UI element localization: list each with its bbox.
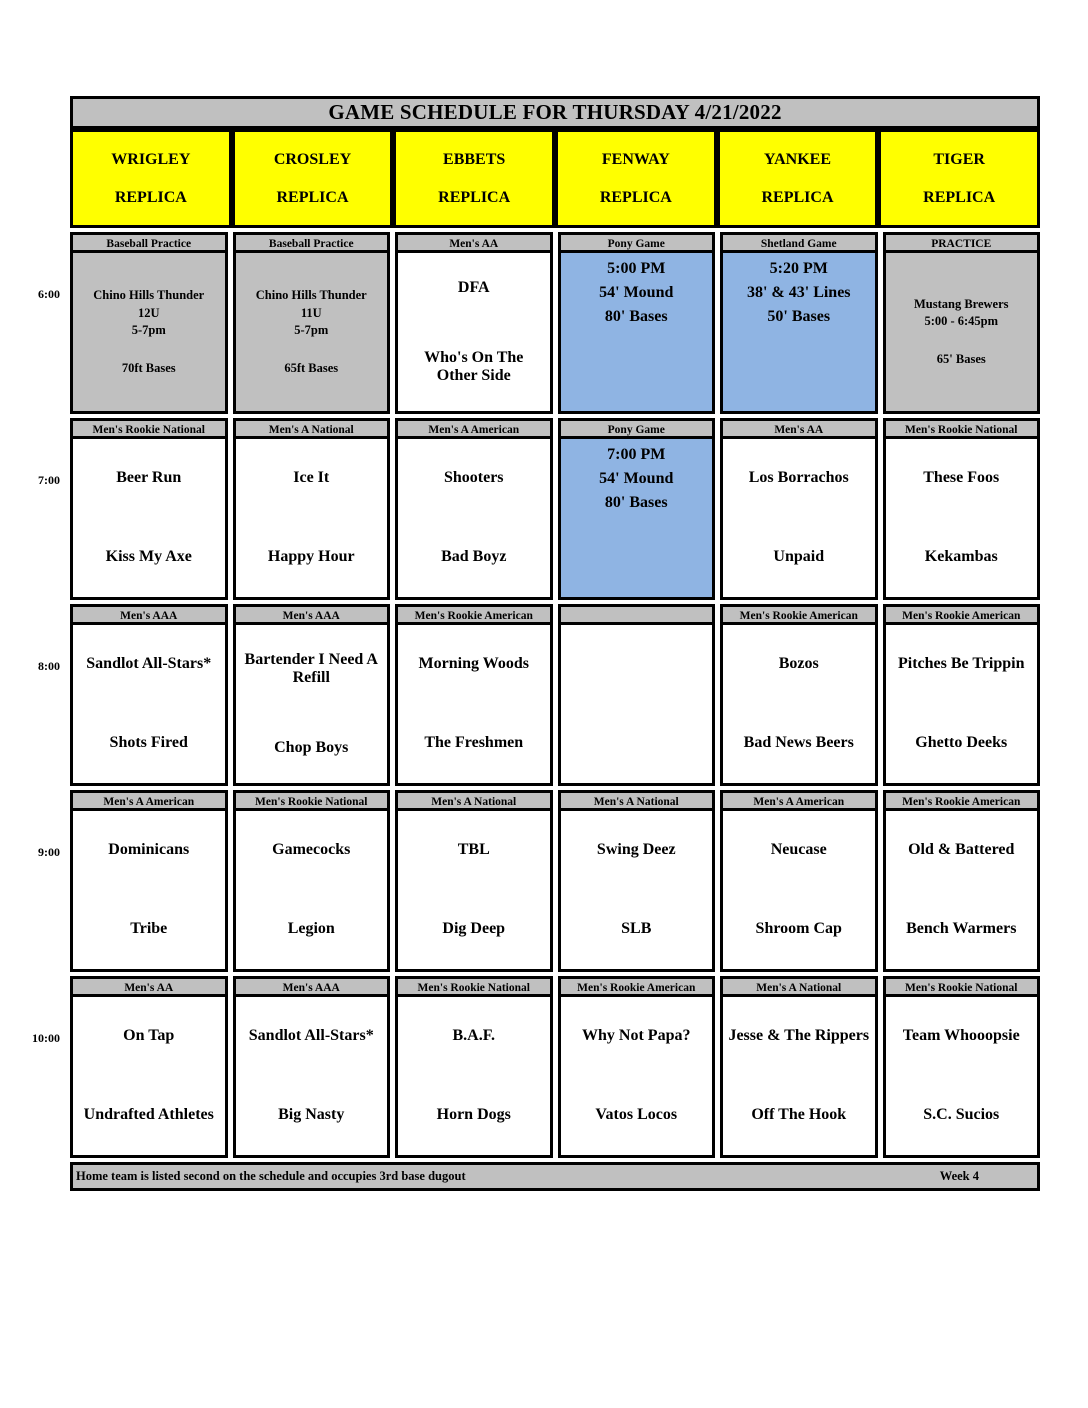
schedule-column-slot <box>883 418 1041 600</box>
home-team-name: Chop Boys <box>274 738 349 756</box>
time-label: 9:00 <box>38 845 60 859</box>
schedule-column-slot <box>720 418 878 600</box>
game-matchup-cell <box>73 811 225 969</box>
schedule-column-slot <box>395 418 553 600</box>
info-line: 50' Bases <box>767 308 831 325</box>
away-team-name: Sandlot All-Stars* <box>248 1027 374 1045</box>
league-label: Men's Rookie American <box>886 793 1038 811</box>
practice-cell <box>236 253 388 411</box>
schedule-column-slot <box>70 604 228 786</box>
home-team-name: Tribe <box>130 920 168 938</box>
league-label: Shetland Game <box>723 235 875 253</box>
league-label: Men's Rookie National <box>73 421 225 439</box>
game-matchup-cell <box>723 997 875 1155</box>
schedule-column-slot <box>233 790 391 972</box>
league-label: Men's AAA <box>73 607 225 625</box>
away-team-name: Neucase <box>770 841 827 859</box>
home-team-name: Bench Warmers <box>906 920 1017 938</box>
schedule-column-slot <box>70 418 228 600</box>
away-team-name: Sandlot All-Stars* <box>86 655 212 673</box>
schedule-row <box>38 232 1040 414</box>
home-team-name: S.C. Sucios <box>923 1106 1000 1124</box>
info-line: 65' Bases <box>936 351 986 366</box>
info-line: Mustang Brewers <box>913 296 1009 311</box>
schedule-column-slot <box>720 604 878 786</box>
away-team-name: Why Not Papa? <box>582 1027 691 1045</box>
session-info-cell <box>723 253 875 411</box>
schedule-column-slot <box>395 790 553 972</box>
info-line: 5:00 - 6:45pm <box>924 314 999 329</box>
game-matchup-cell <box>723 439 875 597</box>
league-label: Men's A American <box>398 421 550 439</box>
game-matchup-cell <box>398 997 550 1155</box>
empty-cell <box>561 625 713 783</box>
home-team-name: Vatos Locos <box>595 1106 678 1124</box>
away-team-name: These Foos <box>923 469 1000 487</box>
field-type-label: REPLICA <box>114 188 187 206</box>
away-team-name: Los Borrachos <box>748 469 849 487</box>
away-team-name: Jesse & The Rippers <box>728 1027 870 1045</box>
league-label: Men's Rookie National <box>236 793 388 811</box>
league-label: Men's Rookie National <box>886 421 1038 439</box>
time-label: 10:00 <box>32 1031 60 1045</box>
info-line: 5-7pm <box>131 323 166 337</box>
field-header-wrigley <box>73 132 229 225</box>
info-line: 80' Bases <box>604 308 668 325</box>
away-team-name: On Tap <box>123 1027 175 1045</box>
schedule-rows <box>32 232 1040 1158</box>
away-team-name: B.A.F. <box>452 1027 496 1045</box>
league-label <box>561 607 713 625</box>
info-line: 5:00 PM <box>607 260 666 277</box>
game-matchup-cell <box>398 625 550 783</box>
league-label: Baseball Practice <box>236 235 388 253</box>
field-type-label: REPLICA <box>599 188 672 206</box>
footer-note: Home team is listed second on the schedule and occupies 3rd base dugout <box>76 1169 466 1183</box>
info-line: Chino Hills Thunder <box>93 288 205 302</box>
away-team-name: Bartender I Need A Refill <box>244 650 378 687</box>
practice-cell <box>73 253 225 411</box>
game-matchup-cell <box>73 625 225 783</box>
league-label: Men's AA <box>73 979 225 997</box>
home-team-name: Kekambas <box>924 548 998 566</box>
away-team-name: Bozos <box>778 655 819 673</box>
info-line: 12U <box>137 305 160 320</box>
schedule-column-slot <box>233 976 391 1158</box>
game-matchup-cell <box>398 253 550 411</box>
game-matchup-cell <box>398 439 550 597</box>
info-line: 11U <box>300 305 322 320</box>
home-team-name: Kiss My Axe <box>105 548 192 566</box>
info-line: 5-7pm <box>294 323 329 337</box>
league-label: Men's A National <box>723 979 875 997</box>
time-label: 7:00 <box>38 473 60 487</box>
schedule-row <box>38 604 1040 786</box>
home-team-name: Shroom Cap <box>755 920 842 938</box>
field-name: CROSLEY <box>273 150 352 168</box>
field-name: YANKEE <box>764 150 831 168</box>
away-team-name: Ice It <box>293 469 330 487</box>
schedule-column-slot <box>558 976 716 1158</box>
game-matchup-cell <box>723 625 875 783</box>
info-line: 54' Mound <box>599 284 674 301</box>
info-line: 38' & 43' Lines <box>746 284 851 301</box>
away-team-name: Swing Deez <box>596 841 676 859</box>
schedule-column-slot <box>558 232 716 414</box>
schedule-column-slot <box>883 604 1041 786</box>
league-label: Men's Rookie American <box>723 607 875 625</box>
league-label: PRACTICE <box>886 235 1038 253</box>
schedule-column-slot <box>883 790 1041 972</box>
field-header-fenway <box>558 132 714 225</box>
home-team-name: Ghetto Deeks <box>915 734 1008 752</box>
schedule-column-slot <box>395 604 553 786</box>
schedule-column-slot <box>883 976 1041 1158</box>
home-team-name: Bad Boyz <box>441 548 507 566</box>
game-matchup-cell <box>236 439 388 597</box>
game-matchup-cell <box>73 439 225 597</box>
schedule-column-slot <box>70 790 228 972</box>
field-type-label: REPLICA <box>761 188 834 206</box>
away-team-name: Team Whooopsie <box>902 1027 1020 1045</box>
league-label: Men's Rookie American <box>886 607 1038 625</box>
away-team-name: Old & Battered <box>908 841 1015 859</box>
league-label: Men's Rookie American <box>561 979 713 997</box>
schedule-column-slot <box>233 232 391 414</box>
schedule-column-slot <box>558 604 716 786</box>
league-label: Men's AA <box>723 421 875 439</box>
field-type-label: REPLICA <box>923 188 996 206</box>
game-matchup-cell <box>886 625 1038 783</box>
schedule-column-slot <box>720 232 878 414</box>
field-type-label: REPLICA <box>438 188 511 206</box>
league-label: Men's A National <box>236 421 388 439</box>
league-label: Baseball Practice <box>73 235 225 253</box>
footer-bar <box>70 1162 1040 1191</box>
league-label: Men's Rookie National <box>886 979 1038 997</box>
game-schedule-sheet <box>32 96 1040 1191</box>
game-matchup-cell <box>561 997 713 1155</box>
game-matchup-cell <box>398 811 550 969</box>
home-team-name: Off The Hook <box>751 1106 847 1124</box>
session-info-cell <box>561 439 713 597</box>
home-team-name: Big Nasty <box>278 1106 345 1124</box>
home-team-name: Unpaid <box>773 548 825 566</box>
home-team-name: Bad News Beers <box>743 734 854 752</box>
info-line: 5:20 PM <box>769 260 828 277</box>
game-matchup-cell <box>886 811 1038 969</box>
info-line: 54' Mound <box>599 470 674 487</box>
time-label: 6:00 <box>38 287 60 301</box>
home-team-name: Legion <box>287 920 335 938</box>
field-name: WRIGLEY <box>111 150 191 168</box>
session-info-cell <box>561 253 713 411</box>
info-line: 65ft Bases <box>284 360 339 375</box>
away-team-name: Morning Woods <box>418 655 529 673</box>
home-team-name: SLB <box>621 920 652 938</box>
league-label: Men's Rookie American <box>398 607 550 625</box>
schedule-column-slot <box>883 232 1041 414</box>
league-label: Men's A National <box>561 793 713 811</box>
field-header-ebbets <box>396 132 552 225</box>
game-matchup-cell <box>723 811 875 969</box>
home-team-name: Shots Fired <box>109 734 188 752</box>
away-team-name: Pitches Be Trippin <box>897 655 1025 673</box>
week-label: Week 4 <box>939 1169 979 1183</box>
game-matchup-cell <box>886 997 1038 1155</box>
field-header-row <box>70 129 1040 228</box>
away-team-name: Dominicans <box>108 841 190 859</box>
schedule-row <box>38 418 1040 600</box>
game-matchup-cell <box>886 439 1038 597</box>
home-team-name: Undrafted Athletes <box>83 1106 214 1124</box>
schedule-row <box>32 976 1040 1158</box>
field-type-label: REPLICA <box>276 188 349 206</box>
field-header-tiger <box>881 132 1037 225</box>
league-label: Pony Game <box>561 421 713 439</box>
schedule-column-slot <box>233 418 391 600</box>
league-label: Men's AA <box>398 235 550 253</box>
info-line: Chino Hills Thunder <box>255 288 367 302</box>
home-team-name: Who's On The Other Side <box>424 348 524 384</box>
schedule-title: GAME SCHEDULE FOR THURSDAY 4/21/2022 <box>70 96 1040 129</box>
schedule-column-slot <box>233 604 391 786</box>
time-label: 8:00 <box>38 659 60 673</box>
home-team-name: Happy Hour <box>267 548 355 566</box>
field-name: FENWAY <box>601 150 670 168</box>
info-line: 7:00 PM <box>607 446 666 463</box>
away-team-name: Shooters <box>443 469 504 487</box>
league-label: Pony Game <box>561 235 713 253</box>
game-matchup-cell <box>73 997 225 1155</box>
field-name: EBBETS <box>443 150 506 168</box>
league-label: Men's A American <box>73 793 225 811</box>
field-header-crosley <box>235 132 391 225</box>
league-label: Men's AAA <box>236 979 388 997</box>
schedule-column-slot <box>70 232 228 414</box>
away-team-name: TBL <box>457 841 490 859</box>
schedule-column-slot <box>720 976 878 1158</box>
game-matchup-cell <box>236 811 388 969</box>
league-label: Men's A American <box>723 793 875 811</box>
schedule-column-slot <box>70 976 228 1158</box>
away-team-name: DFA <box>457 278 490 296</box>
field-name: TIGER <box>933 150 985 168</box>
game-matchup-cell <box>561 811 713 969</box>
schedule-column-slot <box>395 232 553 414</box>
home-team-name: The Freshmen <box>424 734 524 752</box>
league-label: Men's AAA <box>236 607 388 625</box>
league-label: Men's Rookie National <box>398 979 550 997</box>
schedule-row <box>38 790 1040 972</box>
info-line: 80' Bases <box>604 494 668 511</box>
schedule-column-slot <box>558 418 716 600</box>
away-team-name: Gamecocks <box>272 841 351 859</box>
field-header-yankee <box>720 132 876 225</box>
league-label: Men's A National <box>398 793 550 811</box>
schedule-column-slot <box>395 976 553 1158</box>
practice-cell <box>886 253 1038 411</box>
game-matchup-cell <box>236 625 388 783</box>
schedule-column-slot <box>720 790 878 972</box>
home-team-name: Dig Deep <box>442 920 506 938</box>
away-team-name: Beer Run <box>116 469 182 487</box>
info-line: 70ft Bases <box>121 360 176 375</box>
schedule-column-slot <box>558 790 716 972</box>
home-team-name: Horn Dogs <box>436 1106 511 1124</box>
game-matchup-cell <box>236 997 388 1155</box>
